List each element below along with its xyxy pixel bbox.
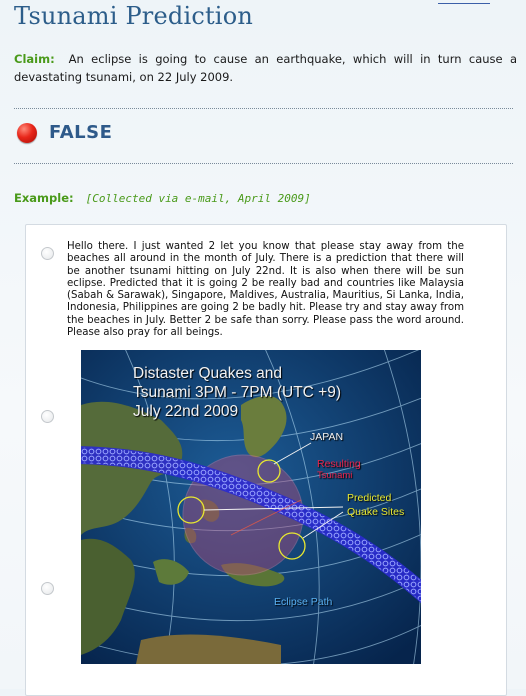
email-text: Hello there. I just wanted 2 let you know that please stay away from the beaches all around in the month of July. There is a prediction that there will be another tsunami hitting on July 22nd. It is also when there will be sun eclipse. Predicted that it is going 2 be really bad and countries like Malaysia (Sabah & Sarawak), Singapore, Maldives, Australia, Mauritius, Si Lanka, India, Indonesia, Philippines are going 2 be badly hit. Please try and stay away from the beaches in July. Better 2 be safe than sorry. Please pass the word around. Please also pray for all beings.: [67, 241, 464, 339]
claim-text: An eclipse is going to cause an earthquake, which will in turn cause a devastating tsunami, on 22 July 2009.: [14, 52, 517, 84]
tsunami-map-image: [81, 350, 421, 664]
example-source: [Collected via e-mail, April 2009]: [85, 192, 311, 205]
example-section: [14, 191, 311, 205]
claim-section: [14, 50, 517, 86]
map-title-line-2: Tsunami 3PM - 7PM (UTC +9): [133, 384, 342, 401]
rating: [17, 122, 112, 143]
radio-button-icon[interactable]: [41, 582, 54, 595]
map-title-line-1: Distaster Quakes and: [133, 365, 283, 382]
map-label-predicted: Predicted: [347, 492, 392, 504]
map-label-quake-sites: Quake Sites: [347, 506, 405, 518]
example-label: Example:: [14, 191, 74, 205]
map-title-line-3: July 22nd 2009: [133, 403, 239, 420]
map-label-tsunami: Tsunami: [317, 470, 353, 481]
radio-button-icon[interactable]: [41, 247, 54, 260]
map-label-eclipse-path: Eclipse Path: [274, 596, 333, 608]
map-label-japan: JAPAN: [310, 431, 344, 443]
rating-text: FALSE: [49, 122, 113, 143]
top-link-underline[interactable]: [438, 0, 490, 4]
divider-top: [14, 108, 513, 109]
page-title: Tsunami Prediction: [14, 2, 253, 30]
map-label-resulting: Resulting: [317, 458, 361, 470]
quote-box: [25, 224, 507, 696]
claim-label: Claim:: [14, 52, 55, 66]
map-title: [133, 364, 341, 421]
red-dot-icon: [17, 123, 37, 143]
radio-button-icon[interactable]: [41, 410, 54, 423]
divider-bottom: [14, 163, 513, 164]
